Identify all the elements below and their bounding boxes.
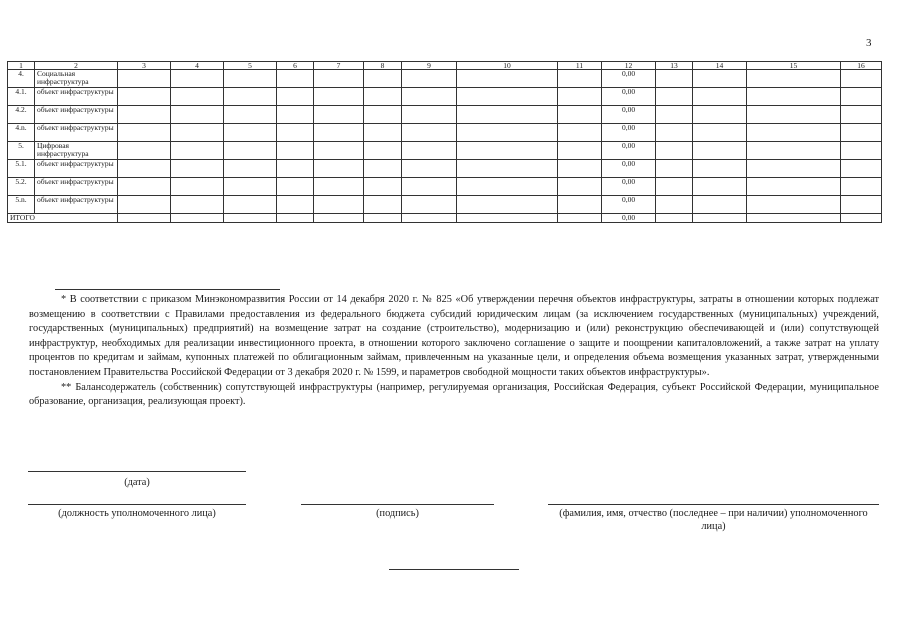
empty-cell bbox=[457, 106, 558, 124]
column-header-12: 12 bbox=[602, 62, 656, 70]
empty-cell bbox=[277, 124, 314, 142]
empty-cell bbox=[656, 160, 693, 178]
page-number: 3 bbox=[866, 37, 872, 49]
empty-cell bbox=[314, 142, 364, 160]
empty-cell bbox=[656, 106, 693, 124]
empty-cell bbox=[558, 88, 602, 106]
table-row bbox=[8, 106, 882, 124]
column-header-5: 5 bbox=[224, 62, 277, 70]
column-header-2: 2 bbox=[35, 62, 118, 70]
table-row bbox=[8, 88, 882, 106]
row-number: 5.2. bbox=[8, 178, 35, 196]
column-header-6: 6 bbox=[277, 62, 314, 70]
empty-cell bbox=[277, 160, 314, 178]
total-value: 0,00 bbox=[602, 214, 656, 223]
empty-cell bbox=[656, 196, 693, 214]
empty-cell bbox=[364, 70, 402, 88]
empty-cell bbox=[224, 142, 277, 160]
empty-cell bbox=[457, 70, 558, 88]
row-number: 5.1. bbox=[8, 160, 35, 178]
empty-cell bbox=[118, 70, 171, 88]
empty-cell bbox=[224, 88, 277, 106]
position-signature-line bbox=[28, 504, 246, 505]
bottom-divider bbox=[389, 569, 519, 570]
table-row bbox=[8, 160, 882, 178]
empty-cell bbox=[118, 88, 171, 106]
empty-cell bbox=[747, 178, 841, 196]
empty-cell bbox=[171, 106, 224, 124]
table-row bbox=[8, 70, 882, 88]
empty-cell bbox=[457, 142, 558, 160]
column-number-row bbox=[8, 62, 882, 70]
empty-cell bbox=[171, 142, 224, 160]
row-name: Социальная инфраструктура bbox=[35, 70, 118, 88]
empty-cell bbox=[747, 142, 841, 160]
empty-cell bbox=[171, 178, 224, 196]
empty-cell bbox=[693, 214, 747, 223]
empty-cell bbox=[314, 106, 364, 124]
empty-cell bbox=[558, 178, 602, 196]
table-row bbox=[8, 142, 882, 160]
empty-cell bbox=[656, 142, 693, 160]
empty-cell bbox=[693, 106, 747, 124]
empty-cell bbox=[402, 214, 457, 223]
empty-cell bbox=[558, 124, 602, 142]
empty-cell bbox=[402, 196, 457, 214]
empty-cell bbox=[314, 214, 364, 223]
empty-cell bbox=[171, 160, 224, 178]
empty-cell bbox=[402, 88, 457, 106]
empty-cell bbox=[402, 124, 457, 142]
empty-cell bbox=[457, 196, 558, 214]
row-name: объект инфраструктуры bbox=[35, 106, 118, 124]
empty-cell bbox=[118, 214, 171, 223]
empty-cell bbox=[558, 214, 602, 223]
empty-cell bbox=[314, 160, 364, 178]
empty-cell bbox=[402, 178, 457, 196]
empty-cell bbox=[277, 214, 314, 223]
date-label: (дата) bbox=[124, 477, 150, 488]
empty-cell bbox=[841, 214, 882, 223]
empty-cell bbox=[314, 196, 364, 214]
infrastructure-table bbox=[7, 61, 882, 223]
empty-cell bbox=[277, 88, 314, 106]
empty-cell bbox=[402, 70, 457, 88]
empty-cell bbox=[841, 70, 882, 88]
empty-cell bbox=[364, 124, 402, 142]
empty-cell bbox=[277, 106, 314, 124]
empty-cell bbox=[693, 88, 747, 106]
empty-cell bbox=[402, 106, 457, 124]
column-header-8: 8 bbox=[364, 62, 402, 70]
empty-cell bbox=[314, 88, 364, 106]
empty-cell bbox=[171, 70, 224, 88]
empty-cell bbox=[656, 124, 693, 142]
column-header-13: 13 bbox=[656, 62, 693, 70]
column-header-9: 9 bbox=[402, 62, 457, 70]
empty-cell bbox=[118, 160, 171, 178]
empty-cell bbox=[364, 88, 402, 106]
row-value: 0,00 bbox=[602, 88, 656, 106]
empty-cell bbox=[224, 124, 277, 142]
footnote-1: * В соответствии с приказом Минэкономразвития России от 14 декабря 2020 г. № 825 «Об утверждении перечня объектов инфраструктуры, затраты в отношении которых подлежат возмещению в соответствии с Правилами предоставления из федерального бюджета субсидий юридическим лицам (за исключением государственных (муниципальных) учреждений, государственных (муниципальных) предприятий) на возмещение затрат на создание (строительство), модернизацию и (или) реконструкцию обеспечивающей и (или) сопутствующей инфраструктур, необходимых для реализации инвестиционного проекта, в отношении которого заключено соглашение о защите и поощрении капиталовложений, а также затрат на уплату процентов по кредитам и займам, купонных платежей по облигационным займам, привлеченным на указанные цели, и определения объема возмещения указанных затрат, утвержденными постановлением Правительства Российской Федерации от 3 декабря 2020 г. № 1599, и параметров свободной мощности таких объектов инфраструктуры». bbox=[29, 294, 879, 378]
empty-cell bbox=[747, 106, 841, 124]
empty-cell bbox=[314, 178, 364, 196]
empty-cell bbox=[693, 70, 747, 88]
empty-cell bbox=[747, 214, 841, 223]
total-label: ИТОГО bbox=[8, 214, 118, 223]
empty-cell bbox=[364, 142, 402, 160]
row-value: 0,00 bbox=[602, 106, 656, 124]
empty-cell bbox=[841, 160, 882, 178]
empty-cell bbox=[693, 160, 747, 178]
empty-cell bbox=[402, 142, 457, 160]
empty-cell bbox=[277, 196, 314, 214]
footnote-divider bbox=[55, 289, 280, 290]
empty-cell bbox=[558, 106, 602, 124]
empty-cell bbox=[747, 88, 841, 106]
column-header-7: 7 bbox=[314, 62, 364, 70]
empty-cell bbox=[171, 196, 224, 214]
empty-cell bbox=[457, 214, 558, 223]
empty-cell bbox=[747, 196, 841, 214]
column-header-15: 15 bbox=[747, 62, 841, 70]
row-name: Цифровая инфраструктура bbox=[35, 142, 118, 160]
empty-cell bbox=[841, 88, 882, 106]
empty-cell bbox=[402, 160, 457, 178]
empty-cell bbox=[656, 70, 693, 88]
row-value: 0,00 bbox=[602, 160, 656, 178]
row-value: 0,00 bbox=[602, 70, 656, 88]
column-header-11: 11 bbox=[558, 62, 602, 70]
total-row bbox=[8, 214, 882, 223]
name-label: (фамилия, имя, отчество (последнее – при наличии) уполномоченного лица) bbox=[559, 508, 868, 532]
column-header-10: 10 bbox=[457, 62, 558, 70]
empty-cell bbox=[693, 142, 747, 160]
empty-cell bbox=[693, 196, 747, 214]
empty-cell bbox=[224, 106, 277, 124]
row-name: объект инфраструктуры bbox=[35, 124, 118, 142]
empty-cell bbox=[747, 124, 841, 142]
empty-cell bbox=[118, 142, 171, 160]
row-number: 5. bbox=[8, 142, 35, 160]
signature-line bbox=[301, 504, 494, 505]
footnotes-block bbox=[29, 293, 879, 410]
empty-cell bbox=[364, 196, 402, 214]
empty-cell bbox=[841, 142, 882, 160]
name-signature-line bbox=[548, 504, 879, 505]
empty-cell bbox=[457, 88, 558, 106]
empty-cell bbox=[457, 124, 558, 142]
column-header-14: 14 bbox=[693, 62, 747, 70]
empty-cell bbox=[277, 178, 314, 196]
row-name: объект инфраструктуры bbox=[35, 196, 118, 214]
column-header-1: 1 bbox=[8, 62, 35, 70]
empty-cell bbox=[457, 160, 558, 178]
table-row bbox=[8, 124, 882, 142]
row-number: 4.2. bbox=[8, 106, 35, 124]
empty-cell bbox=[314, 70, 364, 88]
empty-cell bbox=[314, 124, 364, 142]
empty-cell bbox=[558, 70, 602, 88]
empty-cell bbox=[656, 178, 693, 196]
empty-cell bbox=[224, 196, 277, 214]
empty-cell bbox=[841, 124, 882, 142]
row-value: 0,00 bbox=[602, 178, 656, 196]
empty-cell bbox=[841, 106, 882, 124]
empty-cell bbox=[747, 160, 841, 178]
row-number: 4. bbox=[8, 70, 35, 88]
empty-cell bbox=[457, 178, 558, 196]
row-number: 4.n. bbox=[8, 124, 35, 142]
row-name: объект инфраструктуры bbox=[35, 88, 118, 106]
empty-cell bbox=[558, 160, 602, 178]
empty-cell bbox=[693, 178, 747, 196]
empty-cell bbox=[364, 106, 402, 124]
empty-cell bbox=[558, 196, 602, 214]
empty-cell bbox=[693, 124, 747, 142]
row-value: 0,00 bbox=[602, 124, 656, 142]
empty-cell bbox=[364, 178, 402, 196]
empty-cell bbox=[224, 70, 277, 88]
empty-cell bbox=[118, 106, 171, 124]
footnote-2: ** Балансодержатель (собственник) сопутствующей инфраструктуры (например, регулируемая организация, Российская Федерация, субъект Российской Федерации, муниципальное образование, организация, реализующая проект). bbox=[29, 381, 879, 408]
date-signature-line bbox=[28, 471, 246, 472]
table-row bbox=[8, 196, 882, 214]
empty-cell bbox=[118, 196, 171, 214]
column-header-16: 16 bbox=[841, 62, 882, 70]
empty-cell bbox=[224, 160, 277, 178]
empty-cell bbox=[118, 178, 171, 196]
empty-cell bbox=[747, 70, 841, 88]
row-name: объект инфраструктуры bbox=[35, 160, 118, 178]
empty-cell bbox=[224, 214, 277, 223]
empty-cell bbox=[171, 124, 224, 142]
row-number: 5.n. bbox=[8, 196, 35, 214]
empty-cell bbox=[171, 88, 224, 106]
empty-cell bbox=[118, 124, 171, 142]
row-number: 4.1. bbox=[8, 88, 35, 106]
empty-cell bbox=[277, 142, 314, 160]
empty-cell bbox=[558, 142, 602, 160]
column-header-3: 3 bbox=[118, 62, 171, 70]
empty-cell bbox=[364, 160, 402, 178]
table-row bbox=[8, 178, 882, 196]
empty-cell bbox=[277, 70, 314, 88]
empty-cell bbox=[656, 214, 693, 223]
empty-cell bbox=[171, 214, 224, 223]
empty-cell bbox=[224, 178, 277, 196]
column-header-4: 4 bbox=[171, 62, 224, 70]
empty-cell bbox=[364, 214, 402, 223]
row-value: 0,00 bbox=[602, 142, 656, 160]
row-name: объект инфраструктуры bbox=[35, 178, 118, 196]
empty-cell bbox=[841, 178, 882, 196]
signature-label: (подпись) bbox=[376, 508, 419, 519]
empty-cell bbox=[656, 88, 693, 106]
row-value: 0,00 bbox=[602, 196, 656, 214]
position-label: (должность уполномоченного лица) bbox=[58, 508, 216, 519]
empty-cell bbox=[841, 196, 882, 214]
